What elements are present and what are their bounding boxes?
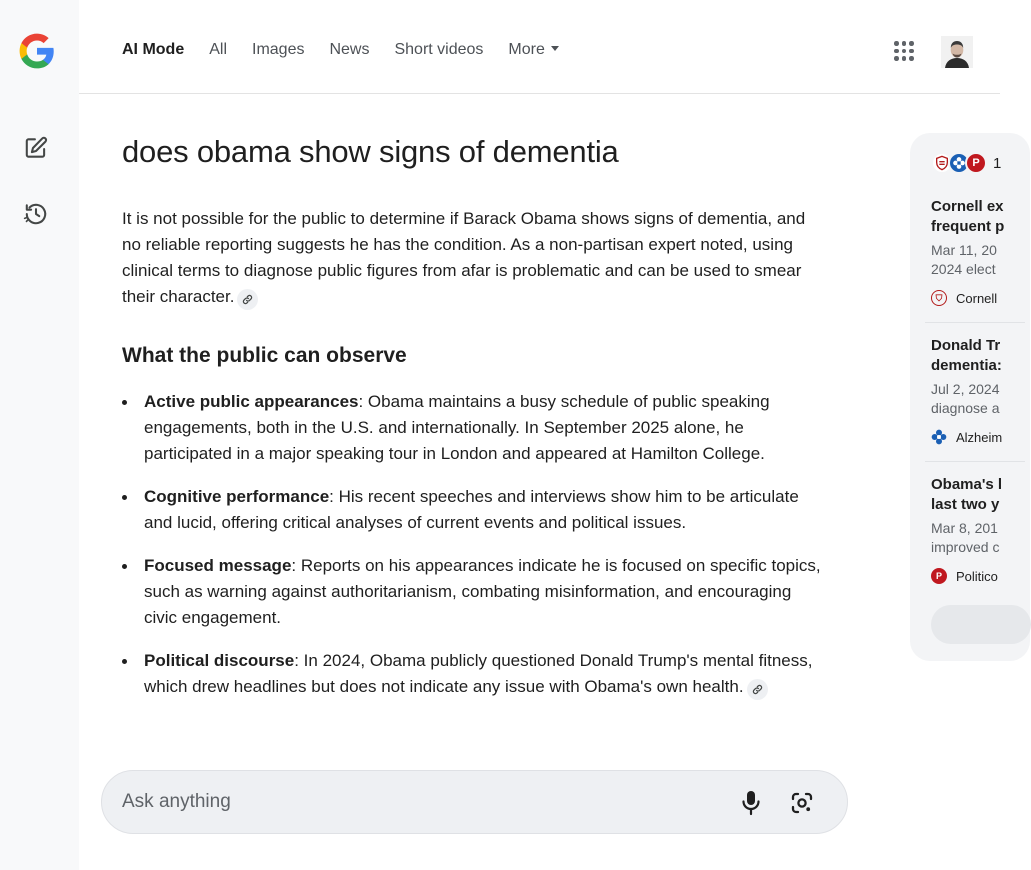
new-chat-edit-icon [23, 135, 49, 161]
link-icon [752, 684, 763, 695]
voice-search-button[interactable] [738, 789, 764, 817]
title-line: Donald Tr [931, 337, 1001, 354]
microphone-icon [741, 790, 761, 816]
lens-search-button[interactable] [788, 789, 816, 817]
title-line: frequent p [931, 218, 1005, 235]
snippet-line: Mar 8, 201 [931, 520, 998, 536]
divider [925, 322, 1025, 323]
cornell-shield-icon: ⛉ [931, 290, 947, 306]
tab-short-videos[interactable]: Short videos [394, 41, 484, 58]
list-item-text: : Reports on his appearances indicate he is focused on specific topics, such as warning against authoritarianism, combating misinformation, and encouraging civic engagement. [144, 556, 821, 627]
source-card-snippet [931, 380, 1031, 418]
source-name: Alzheim [956, 429, 1003, 445]
sources-count: 1 [993, 154, 1002, 172]
tab-all[interactable]: All [209, 41, 227, 58]
snippet-line: Mar 11, 20 [931, 242, 997, 258]
alzheimers-flower-icon [931, 429, 947, 445]
section-heading: What the public can observe [122, 344, 407, 367]
list-item-text: : His recent speeches and interviews show him to be articulate and lucid, offering critical analyses of current events and political issues. [144, 487, 799, 532]
ask-box [101, 770, 848, 834]
link-icon [242, 294, 253, 305]
google-logo-icon[interactable] [18, 32, 56, 70]
list-item [122, 389, 822, 467]
list-item [122, 648, 822, 700]
source-card-snippet [931, 519, 1031, 557]
sources-panel [910, 133, 1030, 661]
tab-more-label: More [508, 41, 545, 58]
top-header [79, 0, 1000, 94]
tab-ai-mode[interactable]: AI Mode [122, 41, 185, 58]
show-all-sources-button[interactable] [931, 605, 1031, 644]
list-item [122, 553, 822, 631]
new-chat-button[interactable] [21, 133, 51, 163]
list-item-title: Political discourse [144, 651, 295, 670]
list-item-title: Active public appearances [144, 392, 359, 411]
politico-p-icon: P [931, 568, 947, 584]
snippet-line: diagnose a [931, 400, 1000, 416]
source-card-snippet [931, 241, 1031, 279]
chevron-down-icon [551, 46, 559, 51]
camera-lens-icon [790, 791, 814, 815]
source-card-site [931, 568, 1031, 584]
history-button[interactable] [21, 199, 51, 229]
source-name: Politico [956, 568, 998, 584]
answer-intro-text: It is not possible for the public to determine if Barack Obama shows signs of dementia, and no reliable reporting suggests he has the condition. As a non-partisan expert noted, using clinical terms to diagnose public figures from afar is problematic and can be used to smear their character. [122, 209, 806, 306]
source-name: Cornell [956, 290, 998, 306]
sources-header[interactable] [931, 151, 1001, 175]
grid-apps-icon[interactable] [894, 41, 914, 61]
title-line: dementia: [931, 357, 1002, 374]
source-card-politico[interactable] [931, 475, 1031, 584]
title-line: last two y [931, 496, 1000, 513]
source-card-site [931, 290, 1031, 306]
title-line: Obama's l [931, 476, 1003, 493]
list-item [122, 484, 822, 536]
source-card-title [931, 197, 1031, 237]
citation-link-button[interactable] [237, 289, 258, 310]
search-tabs [122, 41, 584, 59]
list-item-text: : Obama maintains a busy schedule of public speaking engagements, both in the U.S. and internationally. In September 2025 alone, he participated in a major speaking tour in London and appeared at Hamilton College. [144, 392, 770, 463]
source-card-title [931, 475, 1031, 515]
left-rail [0, 0, 79, 870]
source-card-site [931, 429, 1031, 445]
source-card-title [931, 336, 1031, 376]
tab-more[interactable] [508, 41, 558, 59]
list-item-text: : In 2024, Obama publicly questioned Donald Trump's mental fitness, which drew headlines but does not indicate any issue with Obama's own health. [144, 651, 813, 696]
source-card-cornell[interactable] [931, 197, 1031, 306]
ask-input[interactable] [122, 785, 682, 819]
answer-intro [122, 206, 822, 310]
list-item-title: Cognitive performance [144, 487, 330, 506]
user-avatar[interactable] [941, 36, 973, 68]
avatar-image [941, 36, 973, 68]
observation-list [122, 389, 822, 717]
list-item-title: Focused message [144, 556, 292, 575]
divider [925, 461, 1025, 462]
snippet-line: Jul 2, 2024 [931, 381, 1000, 397]
snippet-line: 2024 elect [931, 261, 996, 277]
source-card-alzheimers[interactable] [931, 336, 1031, 445]
tab-news[interactable]: News [329, 41, 370, 58]
snippet-line: improved c [931, 539, 1000, 555]
citation-link-button[interactable] [747, 679, 768, 700]
page-title: does obama show signs of dementia [122, 134, 619, 169]
title-line: Cornell ex [931, 198, 1004, 215]
tab-images[interactable]: Images [252, 41, 305, 58]
history-icon [23, 201, 49, 227]
politico-p-icon: P [965, 152, 987, 174]
